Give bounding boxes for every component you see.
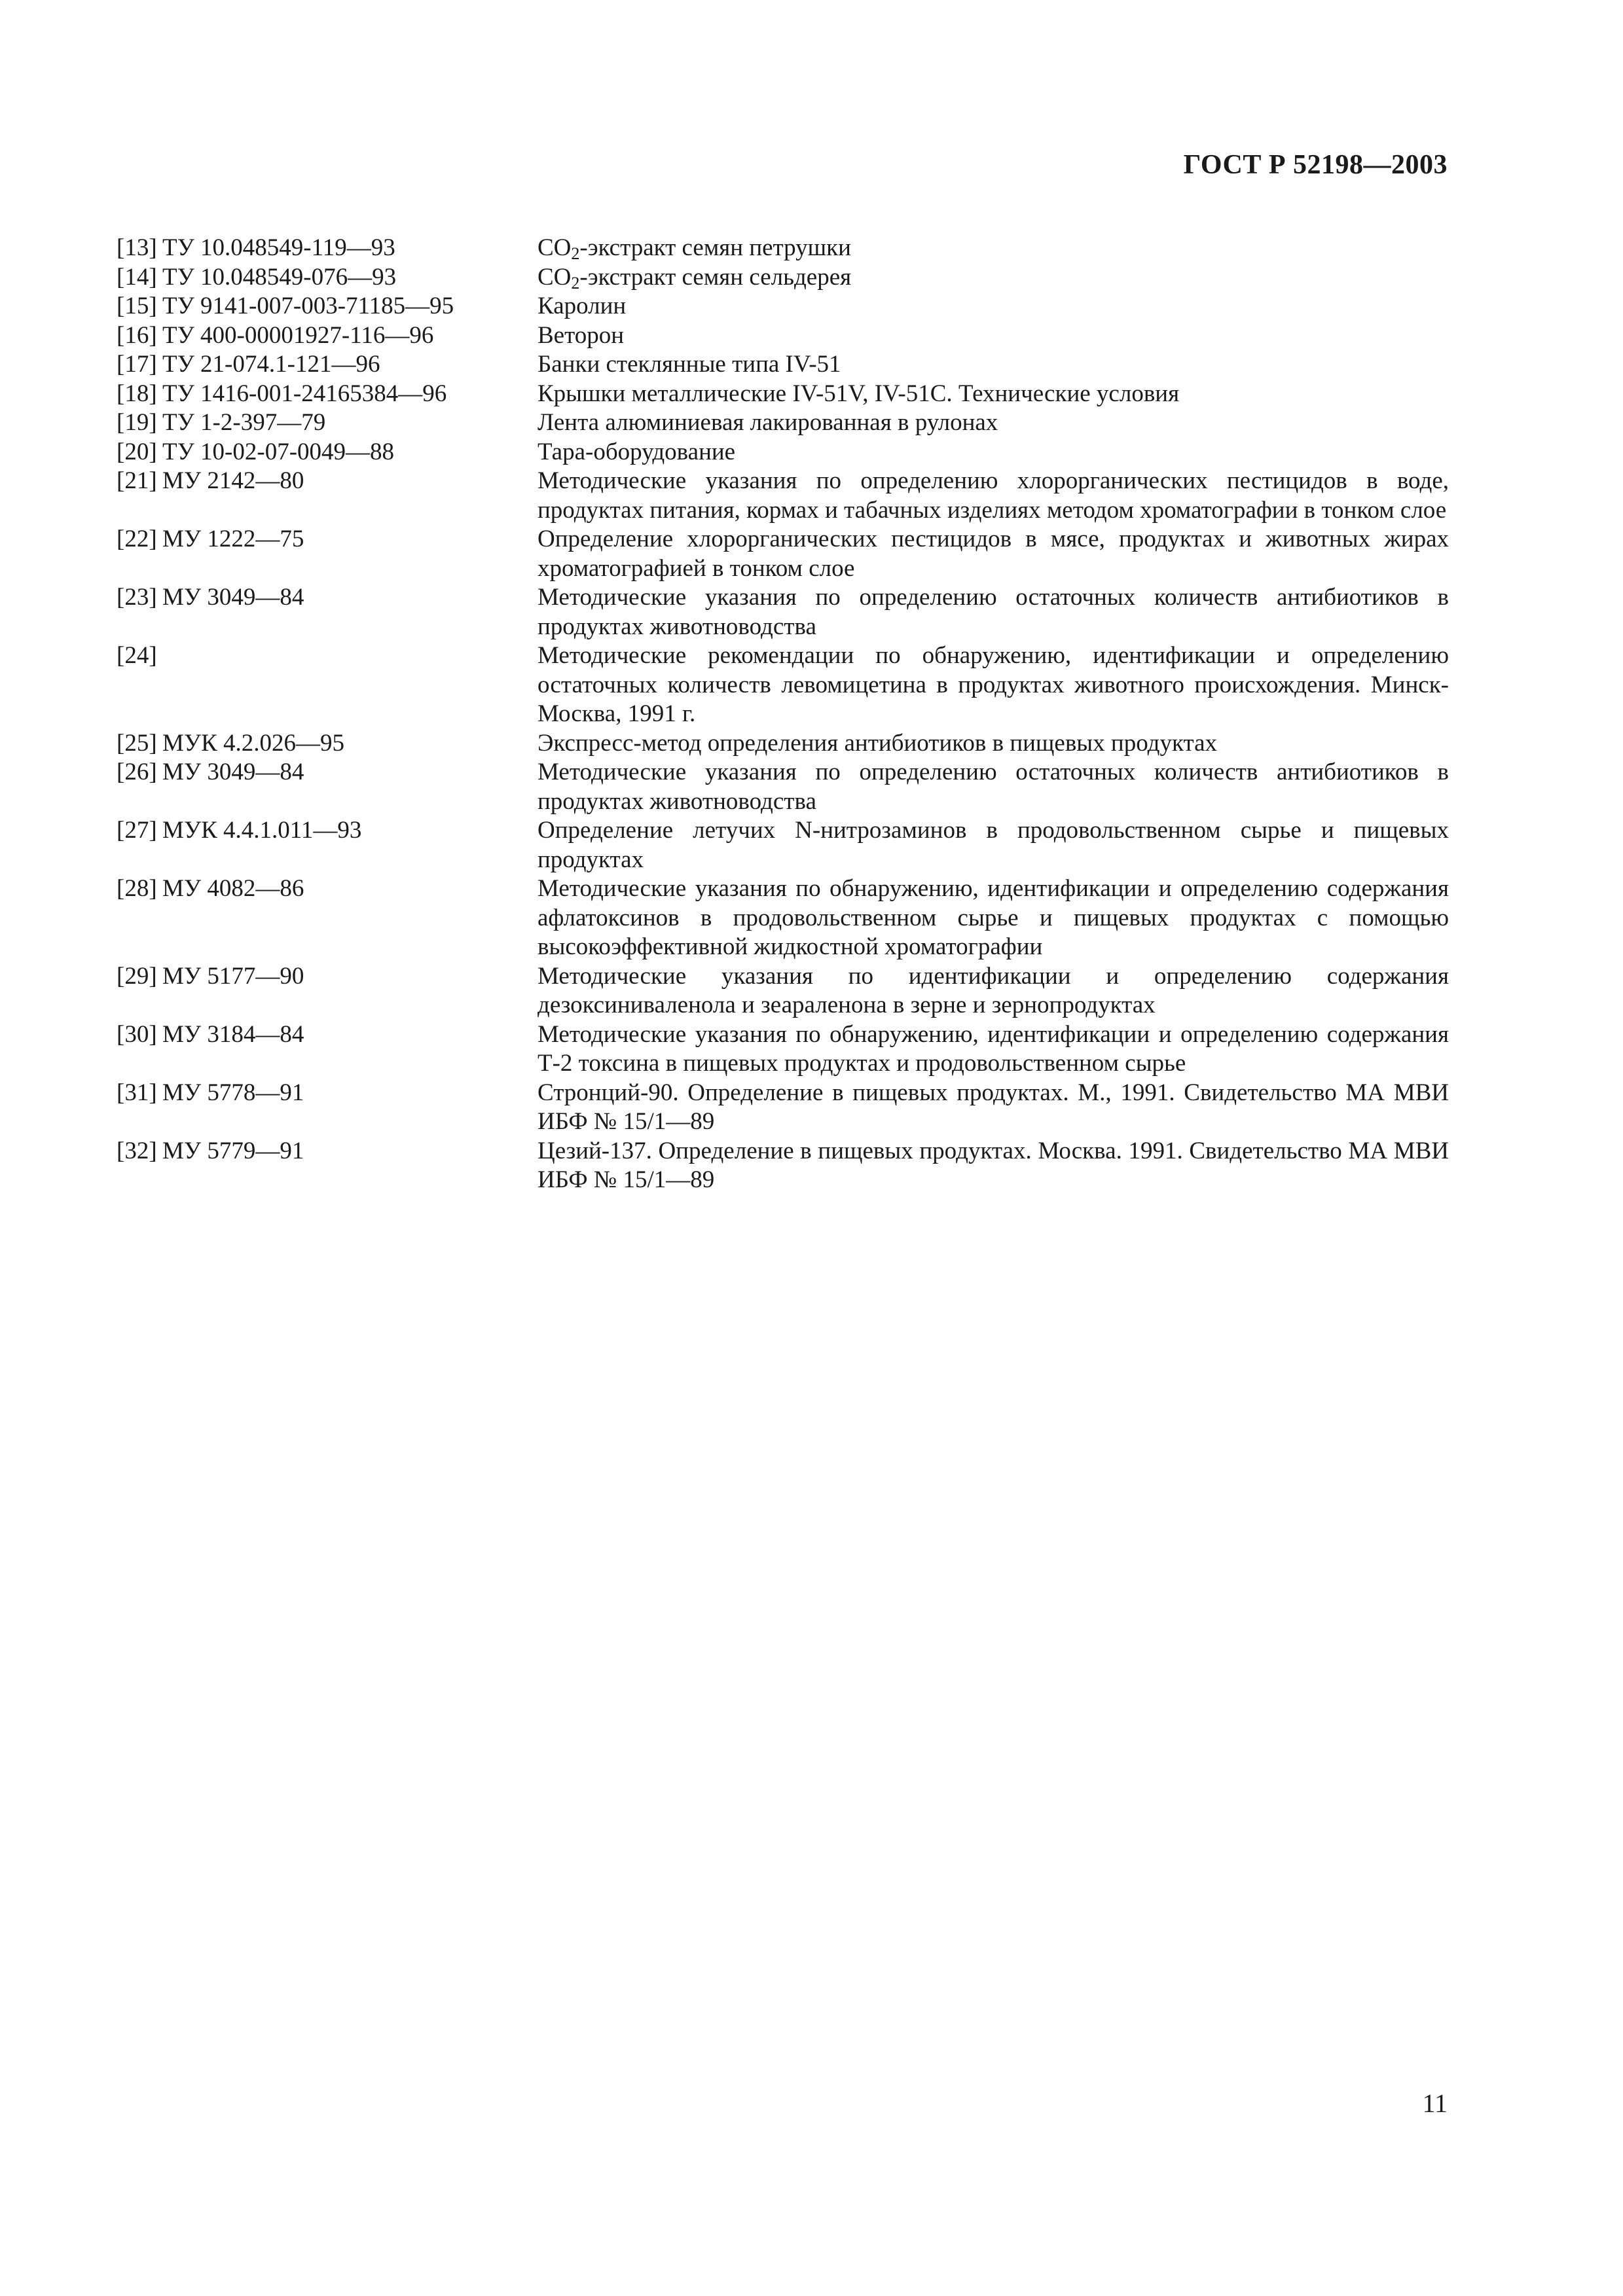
- reference-code: ТУ 10.048549-076—93: [162, 263, 397, 291]
- reference-code: МУ 5779—91: [162, 1137, 304, 1164]
- reference-code: ТУ 21-074.1-121—96: [162, 351, 380, 378]
- reference-title: Банки стеклянные типа IV-51: [538, 351, 841, 378]
- reference-number: [32]: [117, 1137, 157, 1164]
- reference-item: [117, 321, 1449, 351]
- reference-item: [117, 408, 1449, 438]
- reference-code: МУ 1222—75: [162, 526, 304, 552]
- reference-title: Методические указания по определению остаточных количеств антибиотиков в продуктах животноводства: [538, 584, 1449, 640]
- reference-title-rest: -экстракт семян сельдерея: [579, 263, 852, 291]
- reference-number: [24]: [117, 642, 157, 669]
- reference-number: [16]: [117, 321, 157, 349]
- reference-item: [117, 525, 1449, 583]
- reference-code: МУ 5177—90: [162, 962, 304, 990]
- reference-item: [117, 1079, 1449, 1137]
- reference-item: [117, 263, 1449, 293]
- reference-item: [117, 962, 1449, 1020]
- reference-item: [117, 1137, 1449, 1195]
- reference-item: [117, 467, 1449, 525]
- reference-title: Методические указания по определению остаточных количеств антибиотиков в продуктах животноводства: [538, 759, 1449, 815]
- reference-number: [14]: [117, 263, 157, 291]
- reference-title: [538, 234, 1449, 263]
- reference-item: [117, 816, 1449, 874]
- reference-title-main: CO: [538, 234, 572, 261]
- reference-item: [117, 350, 1449, 380]
- reference-item: [117, 729, 1449, 759]
- reference-code: МУК 4.2.026—95: [162, 729, 345, 757]
- references-list: [117, 234, 1449, 1195]
- reference-number: [13]: [117, 234, 157, 261]
- reference-title-rest: -экстракт семян петрушки: [579, 234, 851, 261]
- reference-number: [26]: [117, 759, 157, 785]
- reference-item: [117, 758, 1449, 816]
- reference-number: [19]: [117, 409, 157, 436]
- reference-number: [28]: [117, 875, 157, 902]
- reference-number: [29]: [117, 962, 157, 990]
- reference-number: [20]: [117, 438, 157, 465]
- reference-item: [117, 234, 1449, 263]
- reference-code: МУ 4082—86: [162, 875, 304, 902]
- reference-title: Тара-оборудование: [538, 438, 736, 465]
- reference-title: Методические рекомендации по обнаружению, идентификации и определению остаточных количеств левомицетина в продуктах животного происхождения. Минск-Москва, 1991 г.: [538, 642, 1449, 727]
- reference-code: ТУ 400-00001927-116—96: [162, 321, 434, 349]
- reference-title: Экспресс-метод определения антибиотиков в пищевых продуктах: [538, 729, 1218, 757]
- reference-item: [117, 292, 1449, 321]
- reference-item: [117, 380, 1449, 409]
- reference-number: [23]: [117, 584, 157, 611]
- reference-item: [117, 874, 1449, 962]
- reference-code: ТУ 1416-001-24165384—96: [162, 380, 447, 407]
- reference-item: [117, 438, 1449, 467]
- reference-title: Методические указания по идентификации и определению содержания дезоксиниваленола и зеараленона в зерне и зернопродуктах: [538, 962, 1449, 1018]
- reference-number: [21]: [117, 467, 157, 494]
- reference-title: Крышки металлические IV-51V, IV-51C. Технические условия: [538, 380, 1180, 407]
- reference-number: [30]: [117, 1020, 157, 1048]
- reference-code: МУ 3184—84: [162, 1020, 304, 1048]
- reference-title: Веторон: [538, 321, 625, 349]
- reference-code: МУК 4.4.1.011—93: [162, 817, 362, 844]
- reference-title-main: CO: [538, 263, 572, 291]
- reference-number: [22]: [117, 526, 157, 552]
- reference-title: Методические указания по обнаружению, идентификации и определению содержания Т-2 токсина в пищевых продуктах и продовольственном сырье: [538, 1020, 1449, 1077]
- document-header: ГОСТ Р 52198—2003: [1183, 150, 1448, 180]
- reference-code: ТУ 10-02-07-0049—88: [162, 438, 395, 465]
- reference-code: МУ 2142—80: [162, 467, 304, 494]
- reference-title: [538, 263, 1449, 293]
- reference-title-subscript: 2: [571, 273, 580, 293]
- reference-number: [18]: [117, 380, 157, 407]
- reference-item: [117, 641, 1449, 729]
- reference-code: МУ 5778—91: [162, 1079, 304, 1106]
- reference-title-subscript: 2: [571, 244, 580, 263]
- reference-title: Методические указания по обнаружению, идентификации и определению содержания афлатоксинов в продовольственном сырье и пищевых продуктах с помощью высокоэффективной жидкостной хроматографии: [538, 875, 1449, 960]
- reference-code: МУ 3049—84: [162, 759, 304, 785]
- reference-title: Определение хлорорганических пестицидов в мясе, продуктах и животных жирах хроматографией в тонком слое: [538, 526, 1449, 582]
- reference-code: МУ 3049—84: [162, 584, 304, 611]
- reference-code: ТУ 9141-007-003-71185—95: [162, 293, 454, 319]
- page-number: 11: [1422, 2089, 1448, 2118]
- reference-title: Каролин: [538, 293, 627, 319]
- reference-number: [17]: [117, 351, 157, 378]
- reference-number: [27]: [117, 817, 157, 844]
- reference-number: [31]: [117, 1079, 157, 1106]
- reference-item: [117, 583, 1449, 641]
- reference-title: Лента алюминиевая лакированная в рулонах: [538, 409, 998, 436]
- reference-title: Определение летучих N-нитрозаминов в продовольственном сырье и пищевых продуктах: [538, 817, 1449, 873]
- reference-code: ТУ 10.048549-119—93: [162, 234, 395, 261]
- reference-title: Стронций-90. Определение в пищевых продуктах. М., 1991. Свидетельство МА МВИ ИБФ № 15/1—89: [538, 1079, 1449, 1135]
- reference-title: Цезий-137. Определение в пищевых продуктах. Москва. 1991. Свидетельство МА МВИ ИБФ № 15/1—89: [538, 1137, 1449, 1193]
- reference-code: ТУ 1-2-397—79: [162, 409, 326, 436]
- reference-item: [117, 1020, 1449, 1079]
- reference-number: [25]: [117, 729, 157, 757]
- reference-number: [15]: [117, 293, 157, 319]
- reference-title: Методические указания по определению хлорорганических пестицидов в воде, продуктах питания, кормах и табачных изделиях методом хроматографии в тонком слое: [538, 467, 1449, 524]
